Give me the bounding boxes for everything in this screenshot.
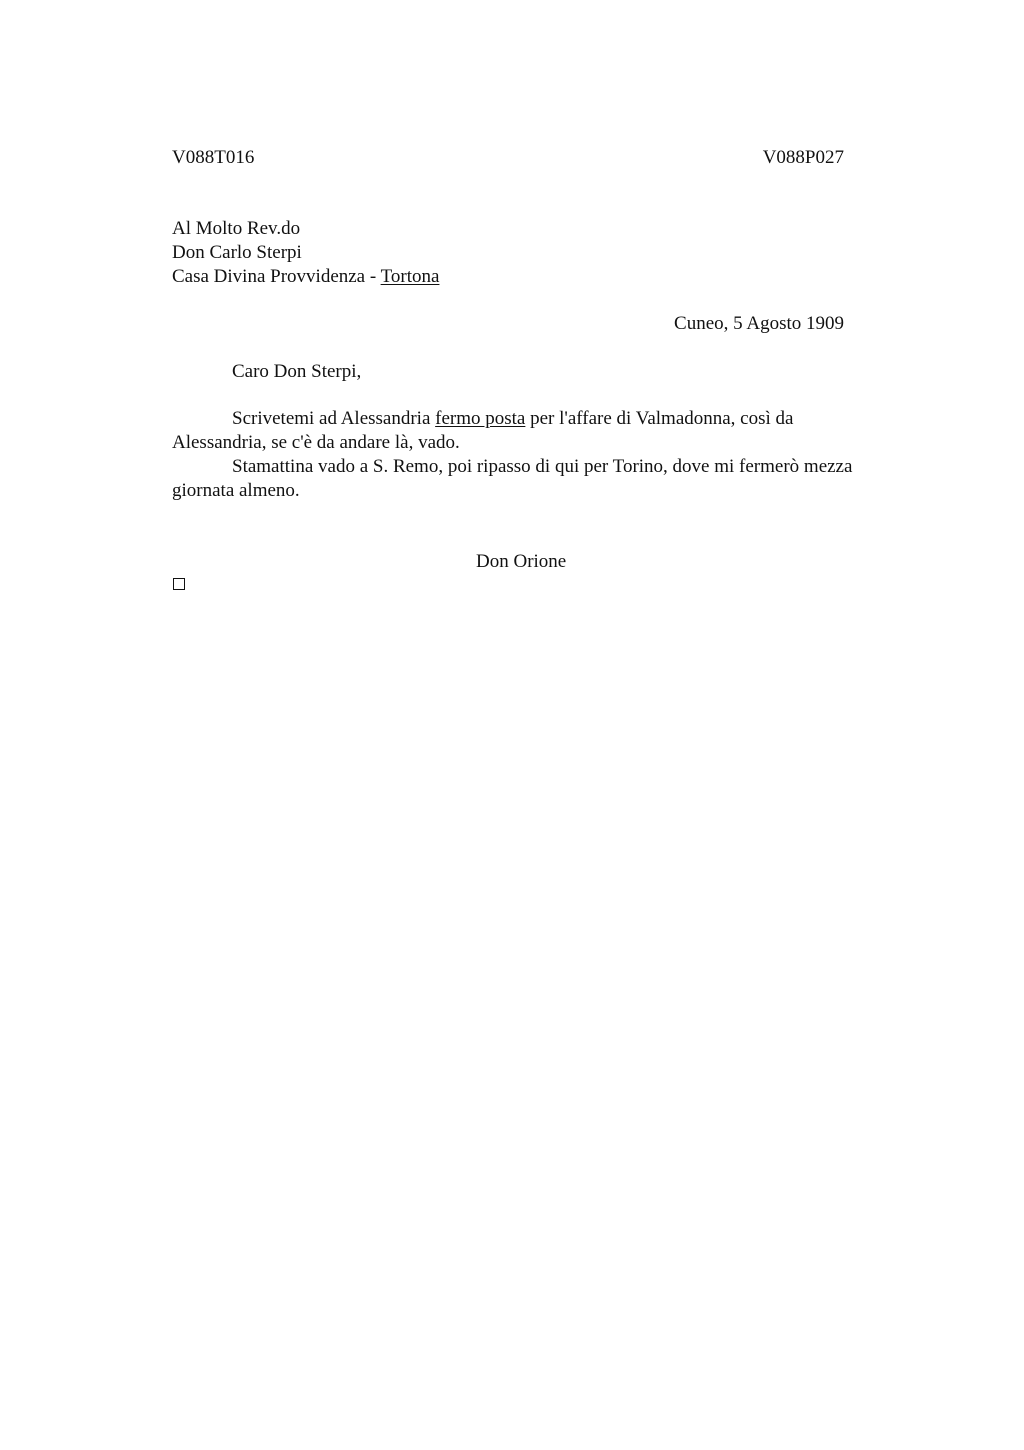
square-outline-icon [173, 578, 185, 590]
address-line-1: Al Molto Rev.do [172, 218, 301, 239]
address-line-3-prefix: Casa Divina Provvidenza - [172, 266, 381, 287]
document-code-left: V088T016 [172, 147, 255, 168]
paragraph-1-line-1 [232, 407, 793, 431]
letter-date: Cuneo, 5 Agosto 1909 [674, 313, 844, 334]
address-line-3 [172, 265, 439, 289]
salutation: Caro Don Sterpi, [232, 361, 362, 382]
paragraph-1-text-after: per l'affare di Valmadonna, così da [525, 408, 794, 429]
paragraph-2-line-1: Stamattina vado a S. Remo, poi ripasso di qui per Torino, dove mi fermerò mezza [232, 456, 853, 477]
address-city: Tortona [380, 266, 440, 287]
address-line-2: Don Carlo Sterpi [172, 242, 302, 263]
paragraph-1-text-before: Scrivetemi ad Alessandria [232, 408, 436, 429]
paragraph-2-line-2: giornata almeno. [172, 480, 300, 501]
document-code-right: V088P027 [762, 147, 844, 168]
paragraph-1-line-2: Alessandria, se c'è da andare là, vado. [172, 432, 460, 453]
signature: Don Orione [476, 551, 567, 572]
paragraph-1-underlined-text: fermo posta [435, 408, 526, 429]
